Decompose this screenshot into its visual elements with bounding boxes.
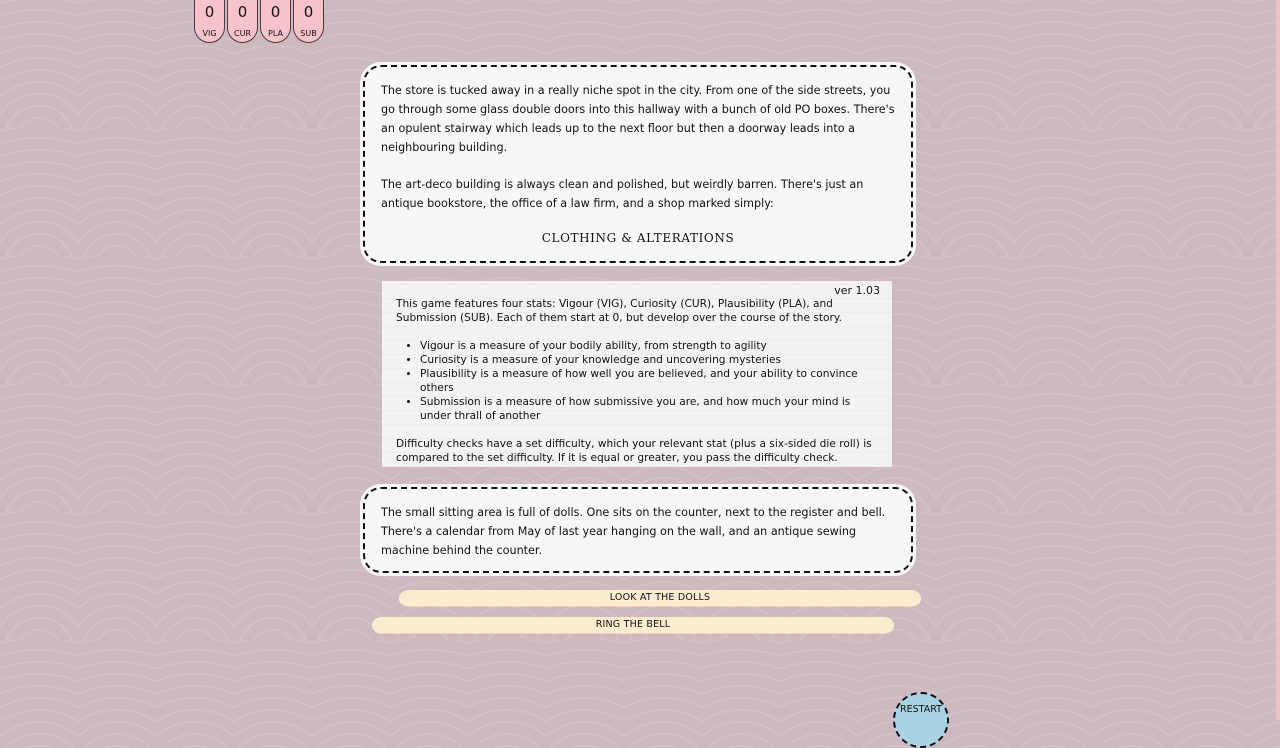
stat-value: 0	[237, 3, 248, 21]
intro-paragraph-2: The art-deco building is always clean and polished, but weirdly barren. There's just an antique bookstore, the office of a law firm, and a shop marked simply:	[381, 178, 864, 210]
scrollbar[interactable]	[1276, 0, 1280, 720]
stat-sub	[293, 0, 324, 43]
current-passage	[363, 487, 913, 573]
info-panel	[382, 281, 892, 467]
stat-label: SUB	[300, 29, 317, 38]
stat-value: 0	[204, 3, 215, 21]
stat-value: 0	[270, 3, 281, 21]
list-item: • Curiosity is a measure of your knowledge and uncovering mysteries	[420, 353, 880, 367]
restart-button[interactable]: RESTART	[893, 692, 949, 748]
info-intro: This game features four stats: Vigour (VIG), Curiosity (CUR), Plausibility (PLA), and Submission (SUB). Each of them start at 0, but develop over the course of the story.	[396, 298, 842, 324]
intro-passage	[363, 65, 913, 263]
stat-cur	[227, 0, 258, 43]
version-label: ver 1.03	[834, 284, 880, 297]
stat-label: CUR	[234, 29, 251, 38]
choice-look-at-dolls[interactable]: LOOK AT THE DOLLS	[399, 590, 921, 607]
stats-bar	[194, 0, 324, 43]
current-passage-text: The small sitting area is full of dolls. One sits on the counter, next to the register and bell. There's a calendar from May of last year hanging on the wall, and an antique sewing machine behind the counter.	[381, 506, 886, 557]
stat-label: VIG	[202, 29, 217, 38]
stat-value: 0	[303, 3, 314, 21]
difficulty-text: Difficulty checks have a set difficulty, which your relevant stat (plus a six-sided die roll) is compared to the set difficulty. If it is equal or greater, you pass the difficulty check.	[396, 438, 872, 464]
shop-sign: CLOTHING & ALTERATIONS	[541, 231, 735, 245]
stat-pla	[260, 0, 291, 43]
list-item: • Vigour is a measure of your bodily ability, from strength to agility	[420, 339, 880, 353]
stat-descriptions	[396, 339, 880, 423]
list-item: • Submission is a measure of how submissive you are, and how much your mind is under thrall of another	[420, 395, 880, 423]
list-item: • Plausibility is a measure of how well you are believed, and your ability to convince others	[420, 367, 880, 395]
intro-paragraph-1: The store is tucked away in a really niche spot in the city. From one of the side streets, you go through some glass double doors into this hallway with a bunch of old PO boxes. There's an opulent stairway which leads up to the next floor but then a doorway leads into a neighbouring building.	[381, 84, 895, 154]
stat-vig	[194, 0, 225, 43]
stat-label: PLA	[268, 29, 283, 38]
choice-ring-bell[interactable]: RING THE BELL	[372, 617, 894, 634]
